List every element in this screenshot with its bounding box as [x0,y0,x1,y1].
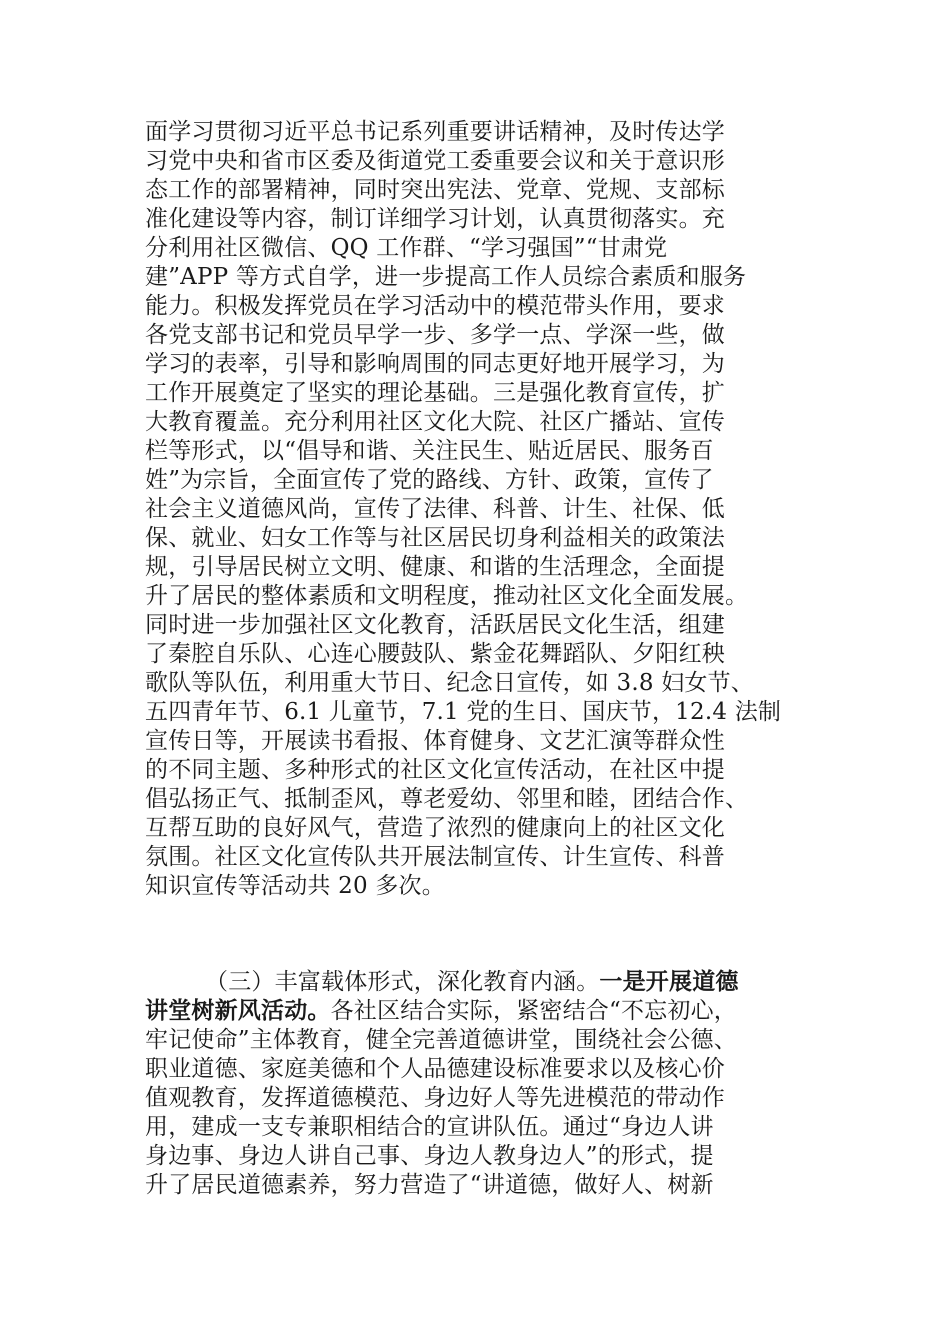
text-line: 升了居民道德素养，努力营造了“讲道德，做好人、树新 [145,1172,714,1198]
text-line: 了秦腔自乐队、心连心腰鼓队、紫金花舞蹈队、夕阳红秧 [145,641,725,667]
bold-lead-phrase: 讲堂树新风活动。 [145,997,331,1024]
text-line: 氛围。社区文化宣传队共开展法制宣传、计生宣传、科普 [145,844,725,870]
text-line: 升了居民的整体素质和文明程度，推动社区文化全面发展。 [145,583,749,609]
text-line: 保、就业、妇女工作等与社区居民切身利益相关的政策法 [145,525,725,551]
text-line: 各党支部书记和党员早学一步、多学一点、学深一些，做 [145,322,725,348]
section-heading: （三）丰富载体形式，深化教育内涵。 [205,969,600,995]
text-line: 歌队等队伍，利用重大节日、纪念日宣传，如 3.8 妇女节、 [145,670,754,696]
text-line: 态工作的部署精神，同时突出宪法、党章、党规、支部标 [145,177,725,203]
text-line: 建”APP 等方式自学，进一步提高工作人员综合素质和服务 [145,264,747,290]
text-line: 规，引导居民树立文明、健康、和谐的生活理念，全面提 [145,554,725,580]
text-line: 工作开展奠定了坚实的理论基础。三是强化教育宣传，扩 [145,380,725,406]
bold-lead-phrase: 一是开展道德 [599,968,739,995]
text-line: 的不同主题、多种形式的社区文化宣传活动，在社区中提 [145,757,725,783]
text-line: 姓”为宗旨，全面宣传了党的路线、方针、政策，宣传了 [145,467,714,493]
text-line: 知识宣传等活动共 20 多次。 [145,873,445,899]
text-line: 大教育覆盖。充分利用社区文化大院、社区广播站、宣传 [145,409,725,435]
text-line: 牢记使命”主体教育，健全完善道德讲堂，围绕社会公德、 [145,1027,737,1053]
text-line: 身边事、身边人讲自己事、身边人教身边人”的形式，提 [145,1143,714,1169]
text-line: 用，建成一支专兼职相结合的宣讲队伍。通过“身边人讲 [145,1114,714,1140]
text-line: 能力。积极发挥党员在学习活动中的模范带头作用，要求 [145,293,725,319]
text-line: 分利用社区微信、QQ 工作群、“学习强国”“甘肃党 [145,235,668,261]
text-line: 栏等形式，以“倡导和谐、关注民生、贴近居民、服务百 [145,438,714,464]
text-line: 五四青年节、6.1 儿童节，7.1 党的生日、国庆节，12.4 法制 [145,699,782,725]
text-line [145,996,737,1026]
text-line: 学习的表率，引导和影响周围的同志更好地开展学习，为 [145,351,725,377]
text-line: 面学习贯彻习近平总书记系列重要讲话精神，及时传达学 [145,119,725,145]
text-line: 互帮互助的良好风气，营造了浓烈的健康向上的社区文化 [145,815,725,841]
body-text: 各社区结合实际，紧密结合“不忘初心， [330,998,737,1024]
text-line: 同时进一步加强社区文化教育，活跃居民文化生活，组建 [145,612,725,638]
text-line: 社会主义道德风尚，宣传了法律、科普、计生、社保、低 [145,496,725,522]
text-line: 职业道德、家庭美德和个人品德建设标准要求以及核心价 [145,1056,725,1082]
text-line: 习党中央和省市区委及街道党工委重要会议和关于意识形 [145,148,725,174]
text-line: 宣传日等，开展读书看报、体育健身、文艺汇演等群众性 [145,728,725,754]
text-line: 值观教育，发挥道德模范、身边好人等先进模范的带动作 [145,1085,725,1111]
paragraph-heading-line [205,967,739,997]
text-line: 倡弘扬正气、抵制歪风，尊老爱幼、邻里和睦，团结合作、 [145,786,749,812]
text-line: 准化建设等内容，制订详细学习计划，认真贯彻落实。充 [145,206,725,232]
